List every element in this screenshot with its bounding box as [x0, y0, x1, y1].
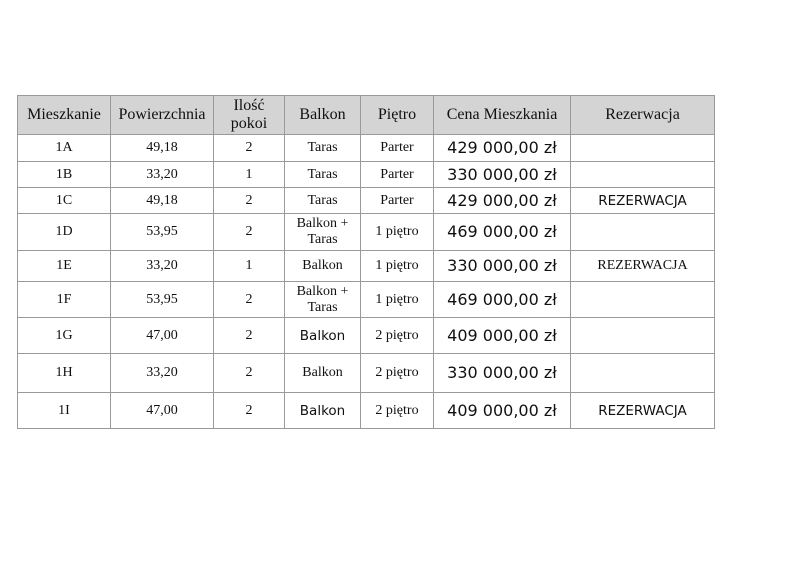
cell-floor: 2 piętro: [361, 354, 434, 393]
header-rooms: Ilość pokoi: [214, 96, 285, 135]
cell-area: 47,00: [111, 318, 214, 354]
cell-floor: 2 piętro: [361, 318, 434, 354]
cell-reservation: REZERWACJA: [571, 393, 715, 429]
header-reservation: Rezerwacja: [571, 96, 715, 135]
cell-unit: 1D: [18, 214, 111, 251]
table-row: [18, 318, 715, 354]
cell-floor: Parter: [361, 188, 434, 214]
header-row: [18, 96, 715, 135]
header-unit: Mieszkanie: [18, 96, 111, 135]
cell-reservation: [571, 162, 715, 188]
cell-area: 33,20: [111, 162, 214, 188]
cell-area: 33,20: [111, 251, 214, 282]
cell-unit: 1F: [18, 282, 111, 318]
cell-floor: 1 piętro: [361, 251, 434, 282]
cell-reservation: [571, 318, 715, 354]
cell-balcony: Balkon: [285, 354, 361, 393]
cell-price: 469 000,00 zł: [434, 282, 571, 318]
cell-price: 330 000,00 zł: [434, 251, 571, 282]
cell-balcony: Balkon: [285, 251, 361, 282]
cell-unit: 1C: [18, 188, 111, 214]
cell-floor: Parter: [361, 135, 434, 162]
cell-unit: 1I: [18, 393, 111, 429]
cell-floor: Parter: [361, 162, 434, 188]
cell-unit: 1H: [18, 354, 111, 393]
cell-unit: 1B: [18, 162, 111, 188]
cell-price: 429 000,00 zł: [434, 135, 571, 162]
table-row: [18, 393, 715, 429]
cell-area: 53,95: [111, 214, 214, 251]
cell-area: 53,95: [111, 282, 214, 318]
cell-rooms: 2: [214, 318, 285, 354]
cell-price: 330 000,00 zł: [434, 354, 571, 393]
header-floor: Piętro: [361, 96, 434, 135]
cell-floor: 1 piętro: [361, 282, 434, 318]
cell-rooms: 1: [214, 162, 285, 188]
cell-rooms: 1: [214, 251, 285, 282]
cell-area: 33,20: [111, 354, 214, 393]
cell-rooms: 2: [214, 354, 285, 393]
cell-reservation: [571, 354, 715, 393]
cell-balcony: Balkon: [285, 393, 361, 429]
cell-balcony: Balkon: [285, 318, 361, 354]
table-row: [18, 162, 715, 188]
cell-balcony: Balkon + Taras: [285, 282, 361, 318]
table-row: [18, 188, 715, 214]
table-row: [18, 251, 715, 282]
cell-area: 49,18: [111, 188, 214, 214]
cell-balcony: Balkon + Taras: [285, 214, 361, 251]
cell-floor: 1 piętro: [361, 214, 434, 251]
cell-balcony: Taras: [285, 135, 361, 162]
cell-unit: 1A: [18, 135, 111, 162]
cell-rooms: 2: [214, 188, 285, 214]
cell-rooms: 2: [214, 282, 285, 318]
cell-rooms: 2: [214, 393, 285, 429]
cell-price: 409 000,00 zł: [434, 393, 571, 429]
cell-rooms: 2: [214, 214, 285, 251]
header-area: Powierzchnia: [111, 96, 214, 135]
cell-price: 409 000,00 zł: [434, 318, 571, 354]
cell-price: 330 000,00 zł: [434, 162, 571, 188]
cell-reservation: [571, 214, 715, 251]
table-row: [18, 354, 715, 393]
cell-reservation: REZERWACJA: [571, 188, 715, 214]
cell-balcony: Taras: [285, 188, 361, 214]
cell-area: 47,00: [111, 393, 214, 429]
cell-price: 469 000,00 zł: [434, 214, 571, 251]
cell-reservation: [571, 135, 715, 162]
header-price: Cena Mieszkania: [434, 96, 571, 135]
cell-area: 49,18: [111, 135, 214, 162]
cell-unit: 1G: [18, 318, 111, 354]
cell-floor: 2 piętro: [361, 393, 434, 429]
cell-reservation: REZERWACJA: [571, 251, 715, 282]
cell-unit: 1E: [18, 251, 111, 282]
cell-price: 429 000,00 zł: [434, 188, 571, 214]
table-row: [18, 282, 715, 318]
cell-balcony: Taras: [285, 162, 361, 188]
table-row: [18, 214, 715, 251]
header-balcony: Balkon: [285, 96, 361, 135]
apartments-table: [17, 95, 715, 429]
cell-reservation: [571, 282, 715, 318]
cell-rooms: 2: [214, 135, 285, 162]
table-row: [18, 135, 715, 162]
